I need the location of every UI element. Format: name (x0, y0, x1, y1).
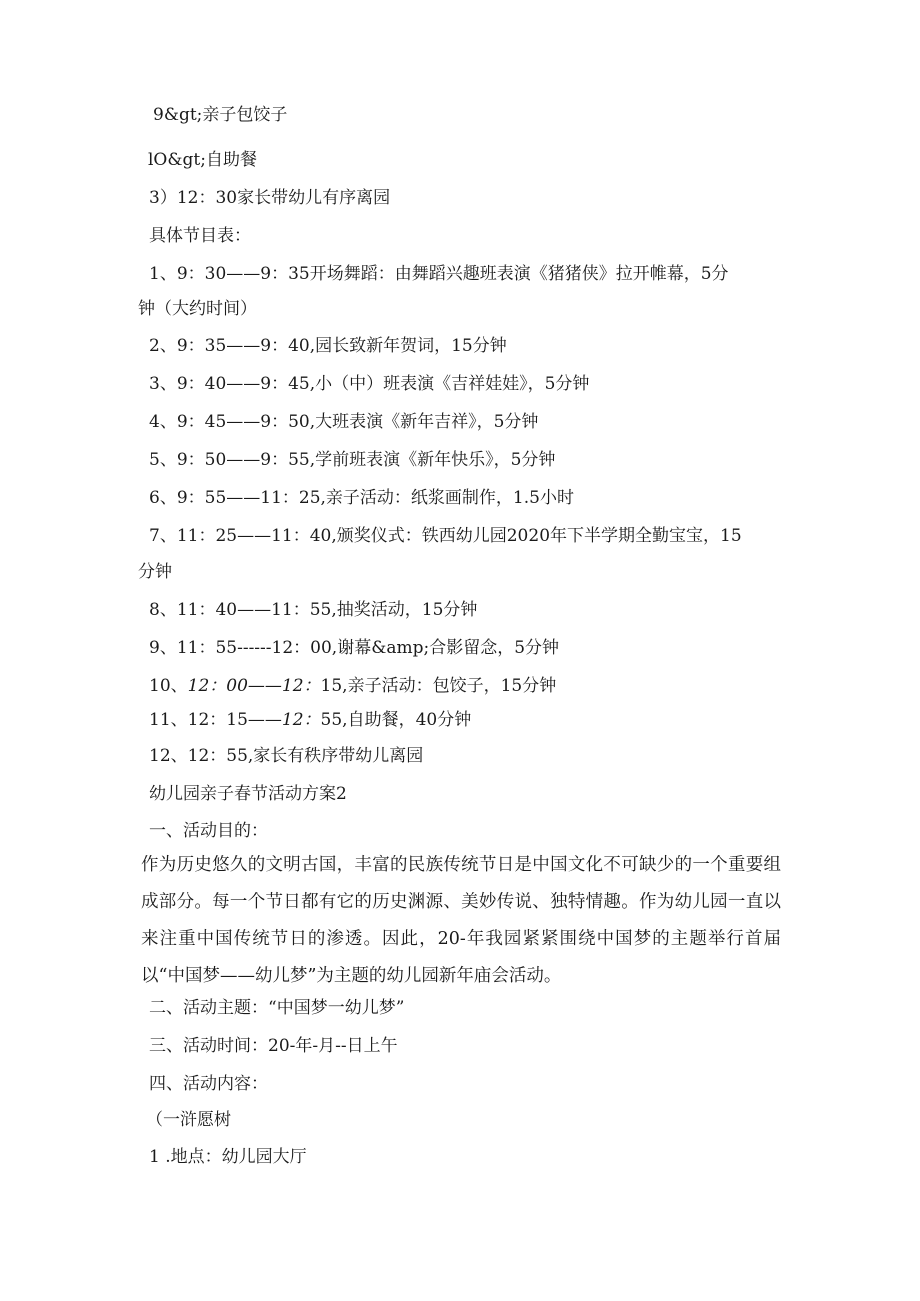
program-item-8: 8、11：40——11：55,抽奖活动，15分钟 (149, 600, 478, 620)
heading-activity-content: 四、活动内容： (149, 1074, 268, 1094)
purpose-paragraph: 作为历史悠久的文明古国，丰富的民族传统节日是中国文化不可缺少的一个重要组成部分。每一个节日都有它的历史渊源、美妙传说、独特情趣。作为幼儿园一直以来注重中国传统节日的渗透。因此，20-年我园紧紧围绕中国梦的主题举行首届以“中国梦——幼儿梦”为主题的幼儿园新年庙会活动。 (141, 855, 781, 986)
program-item-10-number: 10、 (149, 676, 188, 696)
heading-activity-time: 三、活动时间：20-年-月--日上午 (149, 1036, 398, 1056)
program-item-5: 5、9：50——9：55,学前班表演《新年快乐》，5分钟 (149, 450, 556, 470)
line-program-heading: 具体节目表： (149, 226, 251, 246)
program-item-1-cont: 钟（大约时间） (138, 299, 257, 319)
program-item-10-text: 15,亲子活动：包饺子，15分钟 (320, 676, 557, 696)
program-item-11 (149, 708, 471, 732)
program-item-3: 3、9：40——9：45,小（中）班表演《吉祥娃娃》，5分钟 (149, 374, 590, 394)
program-item-1: 1、9：30——9：35开场舞蹈：由舞蹈兴趣班表演《猪猪侠》拉开帷幕，5分 (149, 264, 729, 284)
program-item-11-text: 55,自助餐，40分钟 (320, 710, 472, 730)
program-item-11-time-start: 11、12：15—— (149, 710, 282, 730)
item-location: 1 .地点：幼儿园大厅 (149, 1147, 307, 1167)
section-title-plan-2: 幼儿园亲子春节活动方案2 (149, 784, 347, 804)
program-item-10 (149, 674, 556, 698)
program-item-12: 12、12：55,家长有秩序带幼儿离园 (149, 746, 424, 766)
line-parent-dumplings: 9&gt;亲子包饺子 (153, 105, 288, 125)
program-item-6: 6、9：55——11：25,亲子活动：纸浆画制作，1.5小时 (149, 488, 574, 508)
program-item-2: 2、9：35——9：40,园长致新年贺词，15分钟 (149, 336, 507, 356)
program-item-11-time-end: 12： (281, 710, 321, 730)
line-buffet: lO&gt;自助餐 (148, 150, 257, 170)
heading-activity-purpose: 一、活动目的： (149, 821, 268, 841)
heading-activity-theme: 二、活动主题：“中国梦一幼儿梦” (149, 998, 405, 1018)
subheading-wish-tree: （一浒愿树 (146, 1110, 231, 1130)
program-item-7-cont: 分钟 (138, 562, 172, 582)
program-item-10-time: 12：00——12： (187, 676, 321, 696)
program-item-9: 9、11：55------12：00,谢幕&amp;合影留念，5分钟 (149, 638, 560, 658)
line-leave-time: 3）12：30家长带幼儿有序离园 (149, 188, 391, 208)
program-item-4: 4、9：45——9：50,大班表演《新年吉祥》，5分钟 (149, 412, 539, 432)
program-item-7: 7、11：25——11：40,颁奖仪式：铁西幼儿园2020年下半学期全勤宝宝，15 (149, 526, 742, 546)
